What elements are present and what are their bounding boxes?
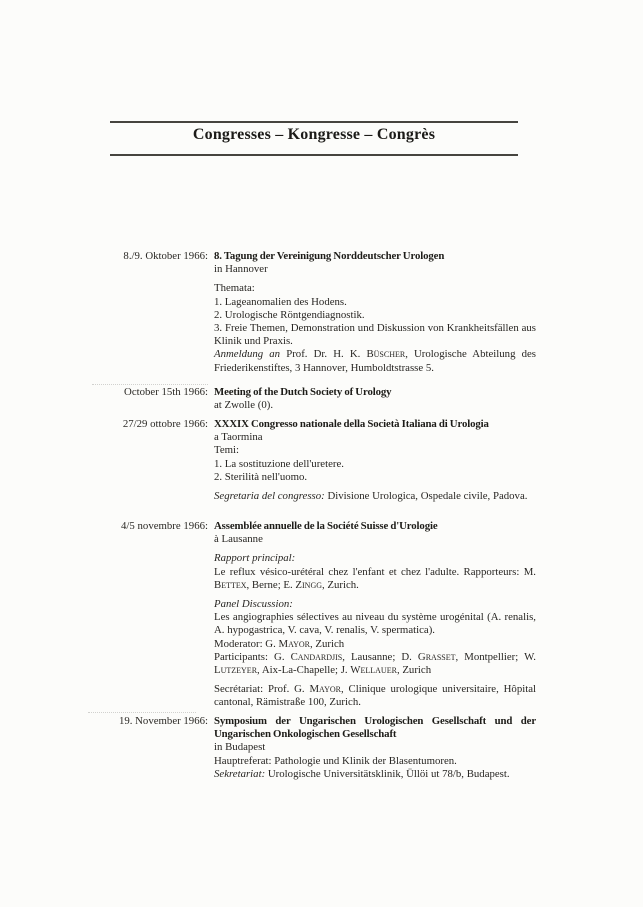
entry-paragraph <box>214 611 536 637</box>
entry-paragraph <box>214 471 536 484</box>
text-run: Urologische Universitätsklinik, Üllöi ut 78/b, Budapest. <box>267 767 510 780</box>
entry-paragraph <box>214 715 536 741</box>
entry-paragraph <box>214 755 536 768</box>
entry-title-text: XXXIX Congresso nationale della Società Italiana di Urologia <box>214 418 489 430</box>
text-run: Divisione Urologica, Ospedale civile, Padova. <box>327 490 528 503</box>
entry-paragraph <box>214 638 536 651</box>
entry-paragraph <box>214 309 536 322</box>
italic-label-text: Anmeldung an <box>214 348 287 361</box>
text-run: à Lausanne <box>214 533 263 546</box>
entry-paragraph <box>214 490 536 503</box>
text-run: , Lausanne; D. <box>342 650 418 663</box>
entry-paragraph <box>214 399 536 412</box>
text-run: , Berne; E. <box>246 578 296 591</box>
italic-label-text: Segretaria del congresso: <box>214 490 328 503</box>
text-run: a Taormina <box>214 431 263 444</box>
person-name-smallcaps: Büscher <box>366 348 406 361</box>
text-run: , Urologische Abteilung des Friederikenstiftes, 3 Hannover, Humboldtstrasse 5. <box>214 348 536 374</box>
text-run: , Clinique urologique universitaire, Hôpital cantonal, Rämistraße 100, Zurich. <box>214 683 537 709</box>
text-run: Temi: <box>214 444 240 457</box>
congress-entry <box>85 386 537 412</box>
entry-paragraph <box>214 520 536 533</box>
text-run: 2. Sterilità nell'uomo. <box>214 470 308 483</box>
text-run: at Zwolle (0). <box>214 399 274 412</box>
congress-entry <box>85 520 537 710</box>
entry-body <box>214 418 536 503</box>
person-name-smallcaps: Grasset <box>417 650 456 663</box>
person-name-smallcaps: Lutzeyer <box>214 664 258 677</box>
person-name-smallcaps: Candardjis <box>290 650 343 663</box>
entry-paragraph <box>214 533 536 546</box>
entry-paragraph <box>214 552 536 565</box>
entry-paragraph <box>214 741 536 754</box>
entry-paragraph <box>214 282 536 295</box>
entry-paragraph <box>214 768 536 781</box>
entry-paragraph <box>214 566 536 592</box>
person-name-smallcaps: Wellauer <box>350 664 397 677</box>
entry-title-text: Meeting of the Dutch Society of Urology <box>214 386 392 398</box>
text-run: , Zurich. <box>322 578 359 591</box>
entry-date: 19. November 1966: <box>118 715 208 727</box>
text-run: , Aix-La-Chapelle; J. <box>257 664 351 677</box>
entry-paragraph <box>214 683 536 709</box>
person-name-smallcaps: Zingg <box>295 578 322 591</box>
text-run: in Budapest <box>214 741 266 754</box>
entry-body <box>214 386 536 412</box>
italic-label-text: Rapport principal: <box>214 552 296 565</box>
entry-title-text: 8. Tagung der Vereinigung Norddeutscher Urologen <box>214 250 445 262</box>
text-run: 2. Urologische Röntgendiagnostik. <box>214 308 365 321</box>
entry-paragraph <box>214 431 536 444</box>
text-run: 1. La sostituzione dell'uretere. <box>214 457 344 470</box>
text-run: Le reflux vésico-urétéral chez l'enfant et chez l'adulte. Rapporteurs: M. <box>214 565 536 578</box>
entry-paragraph <box>214 296 536 309</box>
entry-date: 4/5 novembre 1966: <box>121 520 208 532</box>
entry-date: 8./9. Oktober 1966: <box>123 250 208 262</box>
person-name-smallcaps: Mayor <box>278 637 311 650</box>
congress-entry <box>85 250 537 375</box>
entry-date: October 15th 1966: <box>124 386 208 398</box>
entry-body <box>214 715 536 781</box>
entry-body <box>214 520 536 710</box>
person-name-smallcaps: Bettex <box>214 578 247 591</box>
congress-entry <box>85 418 537 503</box>
entry-paragraph <box>214 418 536 431</box>
header-rule-top <box>110 121 518 123</box>
scan-artifact <box>88 712 196 713</box>
entry-paragraph <box>214 386 536 399</box>
text-run: , Montpellier; W. <box>455 650 536 663</box>
person-name-smallcaps: Mayor <box>309 683 341 696</box>
congress-entry <box>85 715 537 781</box>
entry-paragraph <box>214 598 536 611</box>
text-run: Secrétariat: Prof. G. <box>214 683 310 696</box>
text-run: Themata: <box>214 282 255 295</box>
entry-paragraph <box>214 263 536 276</box>
entry-title-text: Assemblée annuelle de la Société Suisse d'Urologie <box>214 520 438 532</box>
text-run: Moderator: G. <box>214 637 279 650</box>
text-run: Les angiographies sélectives au niveau du système urogénital (A. renalis, A. hypogastrica, V. cava, V. renalis, V. spermatica). <box>214 611 536 637</box>
entry-paragraph <box>214 651 536 677</box>
text-run: , Zurich <box>310 637 345 650</box>
text-run: Hauptreferat: Pathologie und Klinik der Blasentumoren. <box>214 754 457 767</box>
entry-date: 27/29 ottobre 1966: <box>122 418 208 430</box>
entry-paragraph <box>214 322 536 348</box>
text-run: , Zurich <box>396 664 432 677</box>
entry-paragraph <box>214 348 536 374</box>
italic-label-text: Sekretariat: <box>214 767 268 780</box>
text-run: 1. Lageanomalien des Hodens. <box>214 295 347 308</box>
entry-paragraph <box>214 444 536 457</box>
text-run: Prof. Dr. H. K. <box>286 348 367 361</box>
text-run: in Hannover <box>214 263 268 276</box>
entry-paragraph <box>214 458 536 471</box>
entry-body <box>214 250 536 375</box>
text-run: Participants: G. <box>214 650 291 663</box>
header-rule-bottom <box>110 154 518 156</box>
text-run: 3. Freie Themen, Demonstration und Diskussion von Krankheitsfällen aus Klinik und Praxis. <box>214 322 536 348</box>
entry-title-text: Symposium der Ungarischen Urologischen Gesellschaft und der Ungarischen Onkologischen Gesellschaft <box>214 715 536 741</box>
italic-label-text: Panel Discussion: <box>214 598 293 611</box>
entry-paragraph <box>214 250 536 263</box>
scan-artifact <box>92 384 208 385</box>
page-title: Congresses – Kongresse – Congrès <box>192 126 436 143</box>
